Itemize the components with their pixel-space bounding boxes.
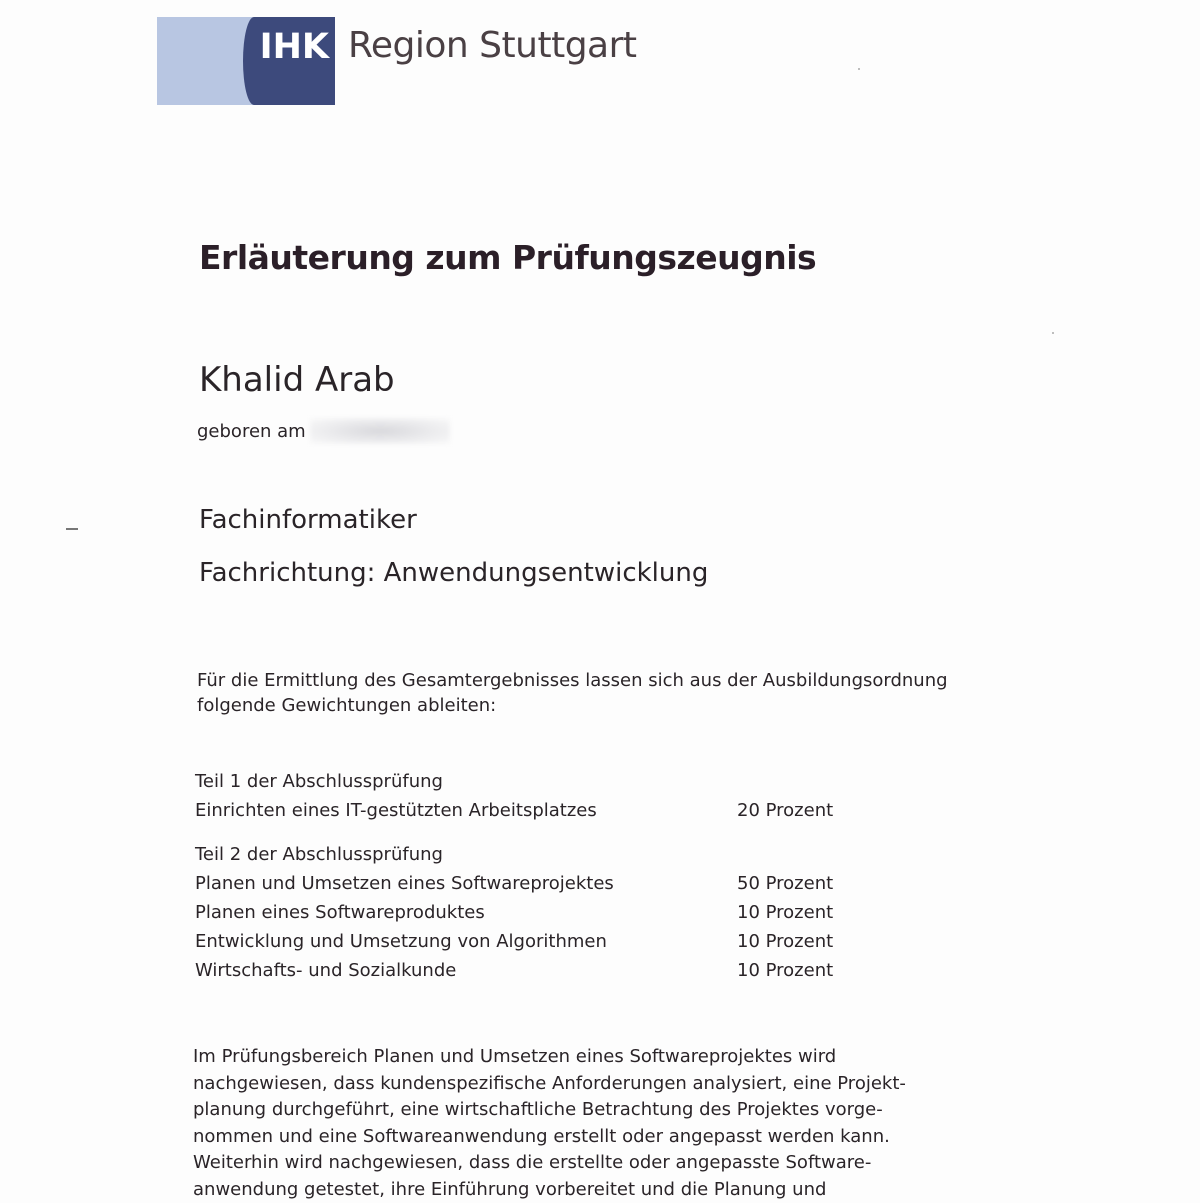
- person-name: Khalid Arab: [199, 360, 395, 400]
- weight-label: Planen eines Softwareproduktes: [195, 898, 737, 927]
- specialty: Fachrichtung: Anwendungsentwicklung: [199, 558, 708, 588]
- weight-value: 10 Prozent: [737, 898, 833, 927]
- part-heading: Teil 2 der Abschlussprüfung: [195, 841, 855, 869]
- weight-label: Entwicklung und Umsetzung von Algorithmen: [195, 927, 737, 956]
- scan-speck: [858, 68, 860, 70]
- intro-line: folgende Gewichtungen ableiten:: [197, 693, 957, 718]
- weight-row: [195, 869, 855, 898]
- weight-value: 50 Prozent: [737, 869, 833, 898]
- document-title: Erläuterung zum Prüfungszeugnis: [199, 238, 816, 277]
- weight-label: Planen und Umsetzen eines Softwareprojektes: [195, 869, 737, 898]
- born-label: geboren am: [197, 421, 306, 442]
- ihk-logo: [157, 17, 335, 105]
- weight-label: Einrichten eines IT-gestützten Arbeitsplatzes: [195, 796, 737, 825]
- description-line: planung durchgeführt, eine wirtschaftliche Betrachtung des Projektes vorge-: [193, 1097, 913, 1124]
- exam-part-1: [195, 768, 855, 825]
- description-line: nachgewiesen, dass kundenspezifische Anforderungen analysiert, eine Projekt-: [193, 1071, 913, 1098]
- intro-paragraph: [197, 668, 957, 718]
- weights-table: [195, 768, 855, 1001]
- description-line: anwendung getestet, ihre Einführung vorbereitet und die Planung und: [193, 1177, 913, 1203]
- part-heading: Teil 1 der Abschlussprüfung: [195, 768, 855, 796]
- description-line: nommen und eine Softwareanwendung erstellt oder angepasst werden kann.: [193, 1124, 913, 1151]
- exam-part-2: [195, 841, 855, 985]
- weight-value: 10 Prozent: [737, 956, 833, 985]
- birth-date-row: [197, 418, 450, 444]
- logo-ihk-text: IHK: [260, 27, 329, 67]
- weight-row: [195, 796, 855, 825]
- description-paragraph: [193, 1044, 913, 1203]
- weight-value: 20 Prozent: [737, 796, 833, 825]
- profession: Fachinformatiker: [199, 505, 417, 535]
- weight-row: [195, 898, 855, 927]
- weight-label: Wirtschafts- und Sozialkunde: [195, 956, 737, 985]
- weight-row: [195, 956, 855, 985]
- intro-line: Für die Ermittlung des Gesamtergebnisses lassen sich aus der Ausbildungsordnung: [197, 668, 957, 693]
- logo-mark: [157, 17, 335, 105]
- logo-region-text: Region Stuttgart: [348, 25, 637, 66]
- redacted-birth-date: [310, 418, 450, 444]
- scan-speck: [1052, 332, 1054, 334]
- weight-value: 10 Prozent: [737, 927, 833, 956]
- description-line: Weiterhin wird nachgewiesen, dass die erstellte oder angepasste Software-: [193, 1150, 913, 1177]
- punch-mark: [66, 528, 78, 530]
- description-line: Im Prüfungsbereich Planen und Umsetzen eines Softwareprojektes wird: [193, 1044, 913, 1071]
- weight-row: [195, 927, 855, 956]
